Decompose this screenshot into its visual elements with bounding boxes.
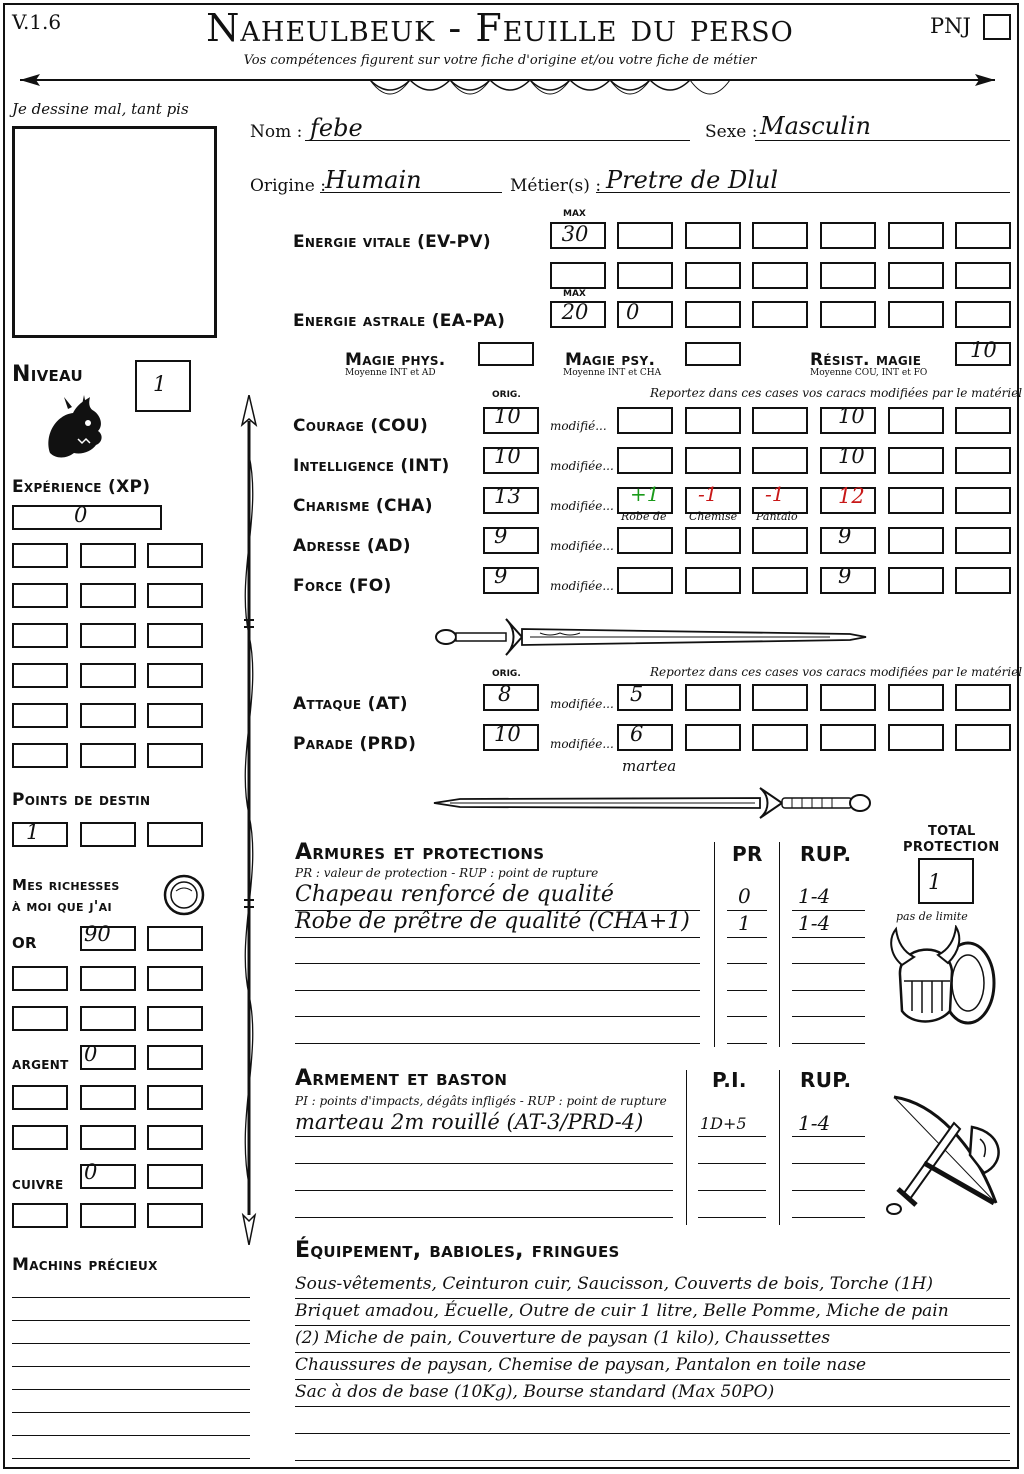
- carac-orig-box[interactable]: [483, 527, 539, 554]
- spear-icon: [232, 395, 266, 1245]
- resist-magie-note: Moyenne COU, INT et FO: [810, 368, 928, 378]
- magie-phys-box[interactable]: [478, 342, 534, 366]
- machins-line[interactable]: [12, 1435, 250, 1436]
- ev-row1-box-3[interactable]: [685, 222, 741, 249]
- ea-current-value: 0: [626, 300, 640, 324]
- machins-line[interactable]: [12, 1458, 250, 1459]
- prd-mod-box[interactable]: [617, 724, 673, 751]
- carac-final-value: 10: [838, 444, 865, 468]
- total-box[interactable]: [918, 858, 974, 904]
- carac-mod-box[interactable]: [617, 407, 673, 434]
- destin-value: 1: [26, 820, 40, 844]
- carac-modif-label: modifiée...: [550, 539, 614, 553]
- xp-grid-box[interactable]: [80, 743, 136, 768]
- machins-line[interactable]: [12, 1412, 250, 1413]
- armure-name: Robe de prêtre de qualité (CHA+1): [295, 909, 690, 934]
- destin-label: Points de destin: [12, 790, 151, 810]
- ev-row2-box-1[interactable]: [550, 262, 606, 289]
- equipement-title: Équipement, babioles, fringues: [295, 1238, 620, 1263]
- ea-max-label: MAX: [563, 289, 586, 299]
- ev-row1-box-6[interactable]: [888, 222, 944, 249]
- armure-line[interactable]: [295, 1016, 700, 1017]
- xp-label: Expérience (XP): [12, 477, 151, 497]
- cuivre-grid-box[interactable]: [147, 1203, 203, 1228]
- xp-grid-box[interactable]: [147, 703, 203, 728]
- carac-mod-box[interactable]: [617, 567, 673, 594]
- arme-pi-line[interactable]: [698, 1136, 766, 1137]
- argent-grid-box[interactable]: [147, 1085, 203, 1110]
- coin-icon: [162, 873, 206, 917]
- niveau-value: 1: [153, 372, 167, 396]
- or-label: OR: [12, 934, 37, 952]
- magie-psy-label: Magie psy.: [565, 350, 656, 370]
- or-box-2[interactable]: [147, 926, 203, 951]
- ea-row-box-5[interactable]: [820, 301, 876, 328]
- argent-grid-box[interactable]: [80, 1125, 136, 1150]
- ev-row1-box-5[interactable]: [820, 222, 876, 249]
- magie-phys-note: Moyenne INT et AD: [345, 368, 436, 378]
- sexe-value[interactable]: Masculin: [760, 112, 871, 140]
- origine-label: Origine :: [250, 176, 326, 196]
- xp-grid-box[interactable]: [147, 583, 203, 608]
- magie-psy-box[interactable]: [685, 342, 741, 366]
- origine-value[interactable]: Humain: [325, 166, 422, 194]
- at-mod-box[interactable]: [820, 684, 876, 711]
- nom-label: Nom :: [250, 122, 303, 142]
- carac-orig-value: 9: [494, 524, 508, 548]
- argent-box-2[interactable]: [147, 1045, 203, 1070]
- xp-grid-box[interactable]: [12, 623, 68, 648]
- armement-title: Armement et baston: [295, 1066, 508, 1091]
- destin-box-2[interactable]: [80, 822, 136, 847]
- carac-modif-label: modifiée...: [550, 499, 614, 513]
- sexe-label: Sexe :: [705, 122, 758, 142]
- argent-value: 0: [84, 1042, 98, 1066]
- ea-row-box-3[interactable]: [685, 301, 741, 328]
- equipement-line[interactable]: [295, 1460, 1010, 1461]
- arme-line[interactable]: [295, 1217, 673, 1218]
- arme-pi-value: 1D+5: [700, 1114, 747, 1133]
- xp-grid-box[interactable]: [147, 743, 203, 768]
- equipement-item: (2) Miche de pain, Couverture de paysan (1 kilo), Chaussettes: [295, 1328, 831, 1348]
- cha-mod-value: +1: [630, 482, 660, 506]
- at-mod-box[interactable]: [685, 684, 741, 711]
- armure-pr-value: 0: [738, 884, 751, 908]
- carac-final-value: 9: [838, 524, 852, 548]
- or-grid-box[interactable]: [80, 1006, 136, 1031]
- armement-note: PI : points d'impacts, dégâts infligés - RUP : point de rupture: [295, 1094, 667, 1108]
- caracs-report-note: Reportez dans ces cases vos caracs modifiées par le matériel: [650, 386, 1023, 400]
- cha-mod-value: -1: [765, 482, 785, 506]
- carac-label: Intelligence (INT): [293, 456, 450, 476]
- or-grid-box[interactable]: [147, 966, 203, 991]
- carac-mod-box[interactable]: [685, 447, 741, 474]
- machins-line[interactable]: [12, 1297, 250, 1298]
- cuivre-value: 0: [84, 1160, 98, 1184]
- armure-rup-line[interactable]: [792, 937, 865, 938]
- armement-pi-label: P.I.: [712, 1068, 747, 1092]
- arme-rup-line[interactable]: [792, 1163, 865, 1164]
- xp-value: 0: [74, 503, 88, 527]
- xp-grid-box[interactable]: [147, 663, 203, 688]
- portrait-caption: Je dessine mal, tant pis: [12, 100, 189, 118]
- armure-line[interactable]: [295, 937, 700, 938]
- ev-row2-box-6[interactable]: [888, 262, 944, 289]
- ev-label: Energie vitale (EV-PV): [293, 232, 491, 252]
- combat-orig-label: ORIG.: [492, 669, 521, 679]
- armure-pr-line[interactable]: [727, 1016, 767, 1017]
- machins-line[interactable]: [12, 1366, 250, 1367]
- ev-row1-box-2[interactable]: [617, 222, 673, 249]
- equipement-line[interactable]: [295, 1325, 1010, 1326]
- prd-orig-value: 10: [494, 722, 521, 746]
- combat-mod-source: martea: [622, 757, 677, 775]
- carac-mod-box[interactable]: [617, 447, 673, 474]
- page-title: Naheulbeuk - Feuille du perso: [206, 6, 794, 50]
- carac-orig-value: 13: [494, 484, 521, 508]
- carac-label: Charisme (CHA): [293, 496, 433, 516]
- armures-pr-label: PR: [732, 842, 763, 866]
- metier-value[interactable]: Pretre de Dlul: [606, 166, 779, 194]
- armures-note: PR : valeur de protection - RUP : point de rupture: [295, 866, 599, 880]
- carac-orig-value: 9: [494, 564, 508, 588]
- carac-final-value: 10: [838, 404, 865, 428]
- at-modif-label: modifiée...: [550, 697, 614, 711]
- carac-mod-box[interactable]: [752, 527, 808, 554]
- page-subtitle: Vos compétences figurent sur votre fiche d'origine et/ou votre fiche de métier: [243, 53, 757, 68]
- arme-rup-line[interactable]: [792, 1190, 865, 1191]
- armures-title: Armures et protections: [295, 840, 545, 865]
- carac-mod-box[interactable]: [685, 527, 741, 554]
- armure-rup-line[interactable]: [792, 1016, 865, 1017]
- or-grid-box[interactable]: [80, 966, 136, 991]
- ea-row-box-7[interactable]: [955, 301, 1011, 328]
- destin-box-3[interactable]: [147, 822, 203, 847]
- equipement-line[interactable]: [295, 1433, 1010, 1434]
- arme-line[interactable]: [295, 1163, 673, 1164]
- armure-rup-value: 1-4: [798, 884, 831, 908]
- arme-pi-line[interactable]: [698, 1163, 766, 1164]
- or-value: 90: [84, 922, 111, 946]
- richesses-label-1: Mes richesses: [12, 876, 120, 894]
- at-orig-value: 8: [498, 682, 512, 706]
- carac-mod-box[interactable]: [955, 407, 1011, 434]
- at-label: Attaque (AT): [293, 694, 408, 714]
- armure-pr-line[interactable]: [727, 937, 767, 938]
- armure-line[interactable]: [295, 1043, 700, 1044]
- armure-pr-line[interactable]: [727, 963, 767, 964]
- magie-phys-label: Magie phys.: [345, 350, 446, 370]
- magie-psy-note: Moyenne INT et CHA: [563, 368, 662, 378]
- resist-magie-value: 10: [970, 338, 997, 362]
- prd-label: Parade (PRD): [293, 734, 417, 754]
- carac-label: Force (FO): [293, 576, 392, 596]
- armure-line[interactable]: [295, 963, 700, 964]
- portrait-box[interactable]: [12, 126, 217, 338]
- ev-row1-box-4[interactable]: [752, 222, 808, 249]
- argent-label: ARGENT: [12, 1058, 69, 1072]
- ev-max-label: MAX: [563, 209, 586, 219]
- arme-line[interactable]: [295, 1136, 673, 1137]
- machins-line[interactable]: [12, 1389, 250, 1390]
- carac-mod-box[interactable]: [888, 447, 944, 474]
- at-mod-box[interactable]: [752, 684, 808, 711]
- carac-mod-box[interactable]: [685, 567, 741, 594]
- cuivre-grid-box[interactable]: [12, 1203, 68, 1228]
- xp-grid-box[interactable]: [12, 543, 68, 568]
- cha-mod-source: Robe de: [621, 510, 667, 523]
- prd-modif-label: modifiée...: [550, 737, 614, 751]
- ev-row2-box-5[interactable]: [820, 262, 876, 289]
- at-mod-box[interactable]: [888, 684, 944, 711]
- cuivre-grid-box[interactable]: [80, 1203, 136, 1228]
- richesses-label-2: à moi que j'ai: [12, 897, 112, 915]
- carac-mod-box[interactable]: [955, 487, 1011, 514]
- cha-mod-value: -1: [698, 482, 718, 506]
- arme-rup-line[interactable]: [792, 1136, 865, 1137]
- prd-mod-box[interactable]: [685, 724, 741, 751]
- carac-mod-box[interactable]: [685, 407, 741, 434]
- xp-grid-box[interactable]: [12, 663, 68, 688]
- armement-rup-label: RUP.: [800, 1068, 852, 1092]
- prd-mod-box[interactable]: [820, 724, 876, 751]
- carac-mod-box[interactable]: [888, 527, 944, 554]
- carac-mod-box[interactable]: [955, 527, 1011, 554]
- carac-mod-box[interactable]: [617, 527, 673, 554]
- carac-mod-box[interactable]: [888, 487, 944, 514]
- metier-label: Métier(s) :: [510, 176, 602, 196]
- ev-max-value: 30: [561, 222, 589, 246]
- equipement-item: Briquet amadou, Écuelle, Outre de cuir 1 litre, Belle Pomme, Miche de pain: [295, 1301, 949, 1321]
- ea-row-box-4[interactable]: [752, 301, 808, 328]
- or-grid-box[interactable]: [12, 966, 68, 991]
- machins-line[interactable]: [12, 1320, 250, 1321]
- armure-rup-line[interactable]: [792, 1043, 865, 1044]
- carac-label: Adresse (AD): [293, 536, 411, 556]
- nom-value[interactable]: febe: [310, 114, 363, 142]
- ev-row2-box-7[interactable]: [955, 262, 1011, 289]
- argent-grid-box[interactable]: [147, 1125, 203, 1150]
- xp-grid-box[interactable]: [80, 623, 136, 648]
- equipement-item: Sac à dos de base (10Kg), Bourse standard (Max 50PO): [295, 1382, 775, 1402]
- armure-pr-line[interactable]: [727, 990, 767, 991]
- xp-grid-box[interactable]: [80, 663, 136, 688]
- resist-magie-label: Résist. magie: [810, 350, 922, 370]
- total-value: 1: [928, 870, 942, 894]
- cuivre-box-2[interactable]: [147, 1164, 203, 1189]
- total-label-2: PROTECTION: [903, 840, 1000, 855]
- carac-mod-box[interactable]: [888, 407, 944, 434]
- pnj-checkbox[interactable]: [983, 14, 1011, 40]
- arme-rup-line[interactable]: [792, 1217, 865, 1218]
- at-mod-value: 5: [630, 682, 644, 706]
- xp-grid-box[interactable]: [80, 703, 136, 728]
- prd-mod-box[interactable]: [955, 724, 1011, 751]
- carac-mod-box[interactable]: [752, 407, 808, 434]
- carac-orig-box[interactable]: [483, 567, 539, 594]
- carac-mod-box[interactable]: [752, 567, 808, 594]
- prd-mod-box[interactable]: [888, 724, 944, 751]
- ea-max-value: 20: [561, 300, 589, 324]
- dragon-icon: [38, 395, 108, 465]
- or-grid-box[interactable]: [12, 1006, 68, 1031]
- arme-pi-line[interactable]: [698, 1190, 766, 1191]
- argent-grid-box[interactable]: [12, 1125, 68, 1150]
- equipement-line[interactable]: [295, 1406, 1010, 1407]
- caracs-orig-label: ORIG.: [492, 390, 521, 400]
- version-label: V.1.6: [12, 10, 62, 34]
- niveau-label: Niveau: [12, 362, 83, 387]
- ev-row2-box-3[interactable]: [685, 262, 741, 289]
- equipement-line[interactable]: [295, 1298, 1010, 1299]
- carac-modif-label: modifié...: [550, 419, 607, 433]
- xp-grid-box[interactable]: [147, 623, 203, 648]
- destin-box-1[interactable]: [12, 822, 68, 847]
- total-note: pas de limite: [896, 910, 968, 923]
- arme-name: marteau 2m rouillé (AT-3/PRD-4): [295, 1110, 644, 1134]
- equipement-item: Chaussures de paysan, Chemise de paysan, Pantalon en toile nase: [295, 1355, 867, 1375]
- carac-label: Courage (COU): [293, 416, 429, 436]
- helmet-shield-icon: [888, 925, 1008, 1035]
- or-grid-box[interactable]: [147, 1006, 203, 1031]
- carac-orig-value: 10: [494, 404, 521, 428]
- ev-row1-box-7[interactable]: [955, 222, 1011, 249]
- arme-pi-line[interactable]: [698, 1217, 766, 1218]
- ea-row-box-6[interactable]: [888, 301, 944, 328]
- cuivre-label: CUIVRE: [12, 1178, 64, 1192]
- arme-rup-value: 1-4: [798, 1111, 831, 1135]
- armure-pr-line[interactable]: [727, 1043, 767, 1044]
- carac-mod-box[interactable]: [955, 447, 1011, 474]
- armures-rup-label: RUP.: [800, 842, 852, 866]
- carac-modif-label: modifiée...: [550, 459, 614, 473]
- armure-rup-line[interactable]: [792, 963, 865, 964]
- carac-mod-box[interactable]: [888, 567, 944, 594]
- combat-report-note: Reportez dans ces cases vos caracs modifiées par le matériel: [650, 665, 1023, 679]
- ea-label: Energie astrale (EA-PA): [293, 311, 506, 331]
- carac-mod-box[interactable]: [955, 567, 1011, 594]
- prd-mod-box[interactable]: [752, 724, 808, 751]
- carac-final-value: 9: [838, 564, 852, 588]
- carac-orig-value: 10: [494, 444, 521, 468]
- ev-row2-box-2[interactable]: [617, 262, 673, 289]
- xp-grid-box[interactable]: [12, 743, 68, 768]
- armure-name: Chapeau renforcé de qualité: [295, 882, 614, 907]
- cha-mod-source: Chemise: [689, 510, 738, 523]
- prd-mod-value: 6: [630, 722, 644, 746]
- argent-grid-box[interactable]: [80, 1085, 136, 1110]
- at-mod-box[interactable]: [955, 684, 1011, 711]
- armure-pr-value: 1: [738, 911, 751, 935]
- xp-grid-box[interactable]: [80, 583, 136, 608]
- total-label-1: TOTAL: [928, 824, 976, 839]
- xp-grid-box[interactable]: [12, 703, 68, 728]
- equipement-line[interactable]: [295, 1352, 1010, 1353]
- weapons-icon: [884, 1093, 1009, 1218]
- xp-grid-box[interactable]: [147, 543, 203, 568]
- machins-label: Machins précieux: [12, 1255, 158, 1275]
- xp-grid-box[interactable]: [12, 583, 68, 608]
- carac-final-value: 12: [838, 484, 865, 508]
- at-mod-box[interactable]: [617, 684, 673, 711]
- equipement-item: Sous-vêtements, Ceinturon cuir, Saucisson, Couverts de bois, Torche (1H): [295, 1274, 933, 1294]
- equipement-line[interactable]: [295, 1379, 1010, 1380]
- pnj-label: PNJ: [930, 14, 971, 38]
- carac-mod-box[interactable]: [752, 447, 808, 474]
- xp-grid-box[interactable]: [80, 543, 136, 568]
- armure-rup-value: 1-4: [798, 911, 831, 935]
- cha-mod-source: Pantalo: [756, 510, 798, 523]
- sword-icon: [430, 615, 870, 659]
- carac-modif-label: modifiée...: [550, 579, 614, 593]
- sword-icon: [430, 778, 875, 828]
- armure-rup-line[interactable]: [792, 990, 865, 991]
- armure-line[interactable]: [295, 990, 700, 991]
- arme-line[interactable]: [295, 1190, 673, 1191]
- machins-line[interactable]: [12, 1343, 250, 1344]
- argent-grid-box[interactable]: [12, 1085, 68, 1110]
- ev-row2-box-4[interactable]: [752, 262, 808, 289]
